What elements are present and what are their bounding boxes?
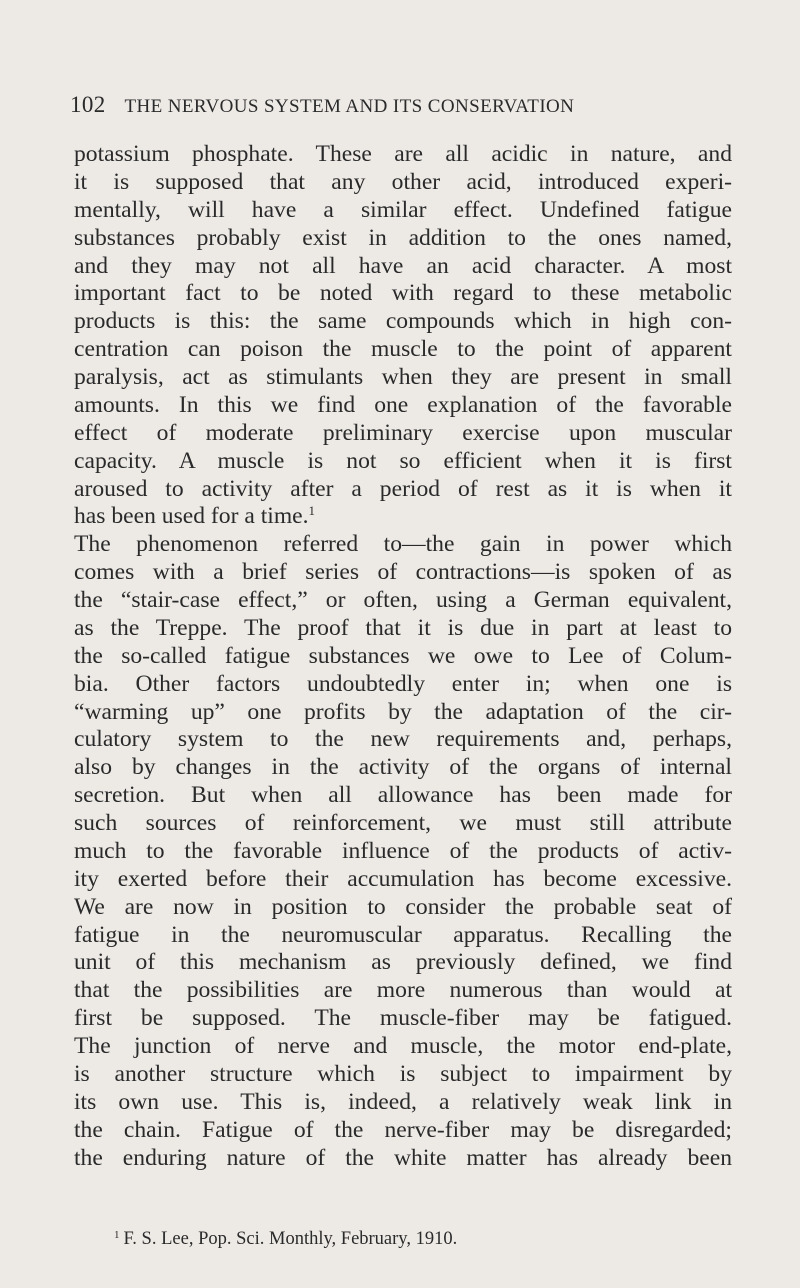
text-line: “warming up” one profits by the adaptation of the cir- (74, 698, 732, 725)
text-line: the enduring nature of the white matter has already been (74, 1144, 732, 1171)
text-line: as the Treppe. The proof that it is due in part at least to (74, 614, 732, 641)
footnote-reference: 1 (308, 503, 316, 519)
text-line: fatigue in the neuromuscular apparatus. Recalling the (74, 921, 732, 948)
text-line: aroused to activity after a period of rest as it is when it (74, 475, 732, 502)
text-line: effect of moderate preliminary exercise upon muscular (74, 419, 732, 446)
text-line: unit of this mechanism as previously defined, we find (74, 949, 732, 976)
text-line: that the possibilities are more numerous than would at (74, 977, 732, 1004)
text-line: is another structure which is subject to impairment by (74, 1060, 732, 1087)
text-line: products is this: the same compounds which in high con- (74, 308, 732, 335)
text-line (74, 503, 732, 531)
text-line: culatory system to the new requirements and, perhaps, (74, 726, 732, 753)
text-line: the so-called fatigue substances we owe to Lee of Colum- (74, 642, 732, 669)
text-line: amounts. In this we find one explanation of the favorable (74, 391, 732, 418)
text-line: paralysis, act as stimulants when they are present in small (74, 364, 732, 390)
text-line: much to the favorable influence of the products of activ- (74, 837, 732, 864)
page-number: 102 (70, 92, 106, 117)
text-line: The phenomenon referred to—the gain in power which (74, 531, 732, 558)
running-title: THE NERVOUS SYSTEM AND ITS CONSERVATION (124, 96, 575, 117)
text-line: We are now in position to consider the probable seat of (74, 893, 732, 920)
footnote-marker: 1 (114, 1229, 120, 1241)
text-line: and they may not all have an acid character. A most (74, 252, 732, 279)
text-line: centration can poison the muscle to the point of apparent (74, 336, 732, 363)
text-line: first be supposed. The muscle-fiber may be fatigued. (74, 1005, 732, 1032)
text-line: its own use. This is, indeed, a relatively weak link in (74, 1088, 732, 1115)
text-line: bia. Other factors undoubtedly enter in; when one is (74, 670, 732, 697)
text-line: the chain. Fatigue of the nerve-fiber may be disregarded; (74, 1116, 732, 1143)
text-line: it is supposed that any other acid, introduced experi- (74, 168, 732, 195)
text-line: the “stair-case effect,” or often, using a German equivalent, (74, 587, 732, 613)
text-line: important fact to be noted with regard to these metabolic (74, 280, 732, 307)
text-line: capacity. A muscle is not so efficient when it is first (74, 447, 732, 474)
text-line: substances probably exist in addition to the ones named, (74, 224, 732, 251)
footnote-text: F. S. Lee, Pop. Sci. Monthly, February, 1910. (123, 1229, 458, 1249)
text-line: such sources of reinforcement, we must still attribute (74, 810, 732, 836)
text-line-content: has been used for a time. (74, 503, 309, 530)
text-line: also by changes in the activity of the organs of internal (74, 754, 732, 781)
text-line: secretion. But when all allowance has been made for (74, 782, 732, 809)
running-header (70, 92, 730, 118)
footnote (114, 1229, 457, 1250)
body-text (74, 141, 732, 1172)
text-line: The junction of nerve and muscle, the motor end-plate, (74, 1033, 732, 1059)
text-line: comes with a brief series of contractions—is spoken of as (74, 559, 732, 586)
text-line: potassium phosphate. These are all acidic in nature, and (74, 141, 732, 167)
text-line: ity exerted before their accumulation has become excessive. (74, 865, 732, 892)
text-line: mentally, will have a similar effect. Undefined fatigue (74, 196, 732, 223)
